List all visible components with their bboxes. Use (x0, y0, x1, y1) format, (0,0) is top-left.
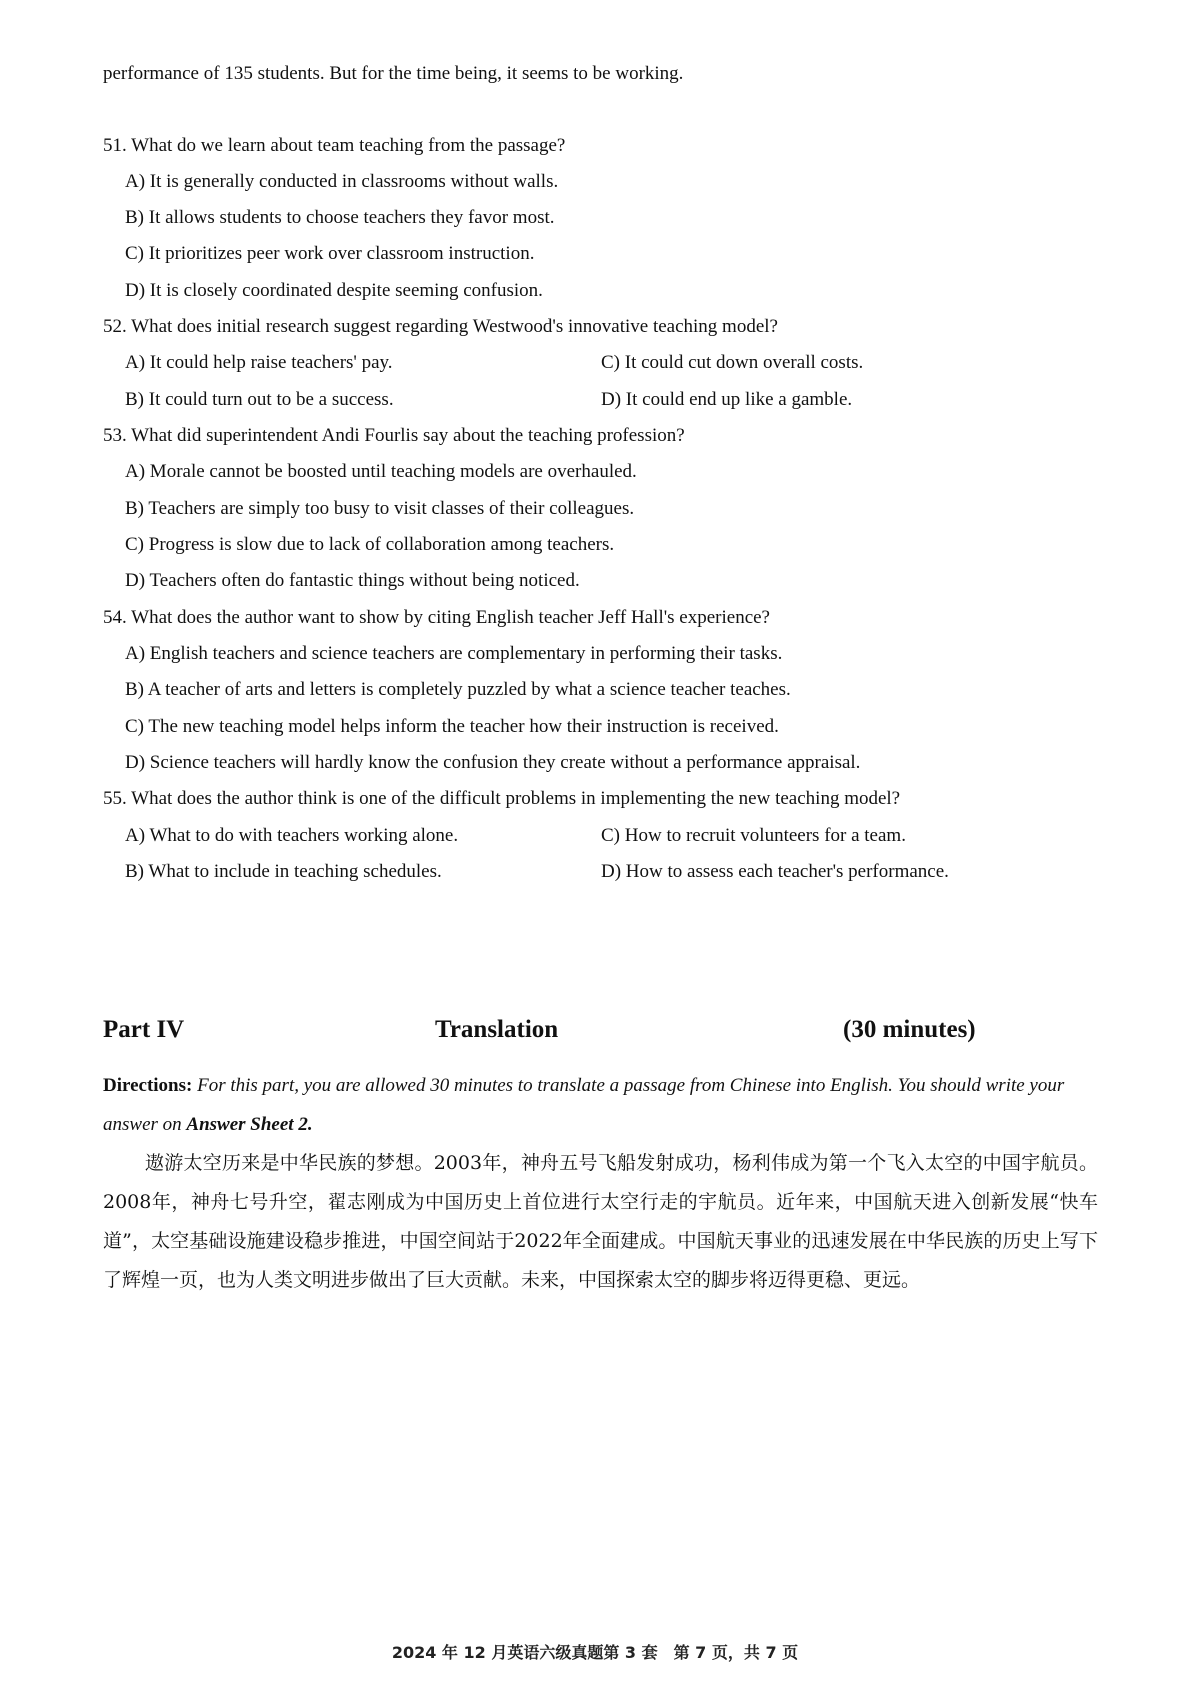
question-52-stem: 52. What does initial research suggest regarding Westwood's innovative teaching model? (103, 316, 778, 337)
question-53-stem: 53. What did superintendent Andi Fourlis say about the teaching profession? (103, 425, 685, 446)
part-title: Translation (435, 1016, 559, 1043)
question-53-option-a: A) Morale cannot be boosted until teaching models are overhauled. (125, 461, 637, 482)
page-footer: 2024 年 12 月英语六级真题第 3 套 第 7 页，共 7 页 (391, 1643, 799, 1662)
question-52-option-b: B) It could turn out to be a success. (125, 389, 394, 410)
question-51-option-c: C) It prioritizes peer work over classroom instruction. (125, 243, 535, 264)
directions-label: Directions: (103, 1075, 193, 1096)
part-label: Part IV (103, 1016, 185, 1043)
question-51-stem: 51. What do we learn about team teaching from the passage? (103, 135, 566, 156)
answer-sheet-ref: Answer Sheet 2. (186, 1114, 313, 1135)
question-55-option-c: C) How to recruit volunteers for a team. (601, 825, 906, 846)
question-54-stem: 54. What does the author want to show by citing English teacher Jeff Hall's experience? (103, 607, 770, 628)
question-54-option-b: B) A teacher of arts and letters is completely puzzled by what a science teacher teaches. (125, 679, 791, 700)
question-52-option-d: D) It could end up like a gamble. (601, 389, 853, 410)
question-55-option-b: B) What to include in teaching schedules. (125, 861, 442, 882)
question-51-option-d: D) It is closely coordinated despite seeming confusion. (125, 280, 543, 301)
question-55-option-d: D) How to assess each teacher's performance. (601, 861, 949, 882)
question-55-option-a: A) What to do with teachers working alone. (125, 825, 459, 846)
question-51-option-b: B) It allows students to choose teachers they favor most. (125, 207, 555, 228)
chinese-passage: 遨游太空历来是中华民族的梦想。2003年，神舟五号飞船发射成功，杨利伟成为第一个飞入太空的中国宇航员。2008年，神舟七号升空，翟志刚成为中国历史上首位进行太空行走的宇航员。近年来，中国航天进入创新发展“快车道”，太空基础设施建设稳步推进，中国空间站于2022年全面建成。中国航天事业的迅速发展在中华民族的历史上写下了辉煌一页，也为人类文明进步做出了巨大贡献。未来，中国探索太空的脚步将迈得更稳、更远。 (103, 1152, 1098, 1291)
question-55-stem: 55. What does the author think is one of the difficult problems in implementing the new teaching model? (103, 788, 901, 809)
question-53-option-d: D) Teachers often do fantastic things without being noticed. (125, 570, 580, 591)
directions (103, 1066, 1098, 1144)
question-52-option-c: C) It could cut down overall costs. (601, 352, 864, 373)
question-52-option-a: A) It could help raise teachers' pay. (125, 352, 393, 373)
question-54-option-a: A) English teachers and science teachers are complementary in performing their tasks. (125, 643, 783, 664)
passage-tail: performance of 135 students. But for the time being, it seems to be working. (103, 63, 684, 84)
question-51-option-a: A) It is generally conducted in classrooms without walls. (125, 171, 559, 192)
question-53-option-b: B) Teachers are simply too busy to visit classes of their colleagues. (125, 498, 635, 519)
question-54-option-c: C) The new teaching model helps inform the teacher how their instruction is received. (125, 716, 779, 737)
question-53-option-c: C) Progress is slow due to lack of collaboration among teachers. (125, 534, 615, 555)
part-time: (30 minutes) (843, 1016, 976, 1043)
directions-text: For this part, you are allowed 30 minutes to translate a passage from Chinese into English. You should write your answer on (103, 1075, 1065, 1135)
question-54-option-d: D) Science teachers will hardly know the confusion they create without a performance appraisal. (125, 752, 861, 773)
